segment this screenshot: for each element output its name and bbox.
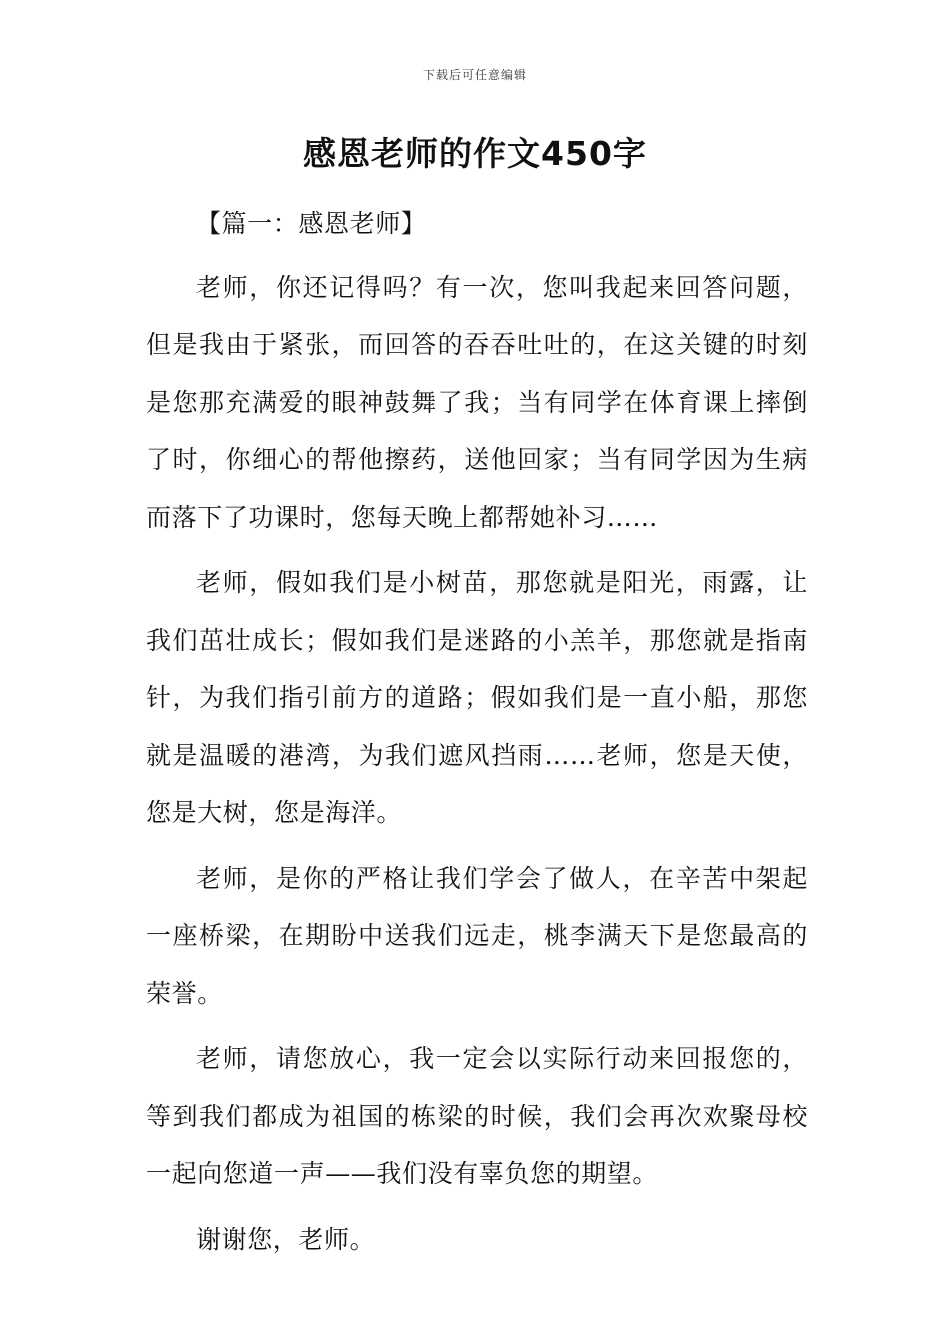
- paragraph-1: 老师，你还记得吗？有一次，您叫我起来回答问题，但是我由于紧张，而回答的吞吞吐吐的，在这关键的时刻是您那充满爱的眼神鼓舞了我；当有同学在体育课上摔倒了时，你细心的帮他擦药，送他回家；当有同学因为生病而落下了功课时，您每天晚上都帮她补习……: [146, 272, 808, 532]
- section-heading: 【篇一：感恩老师】: [196, 209, 427, 238]
- document-body: [146, 195, 808, 1276]
- document-title: 感恩老师的作文450字: [303, 134, 647, 173]
- paragraph-2: 老师，假如我们是小树苗，那您就是阳光，雨露，让我们茁壮成长；假如我们是迷路的小羔羊，那您就是指南针，为我们指引前方的道路；假如我们是一直小船，那您就是温暖的港湾，为我们遮风挡雨……老师，您是天使，您是大树，您是海洋。: [146, 568, 808, 827]
- paragraph-3: 老师，是你的严格让我们学会了做人，在辛苦中架起一座桥梁，在期盼中送我们远走，桃李满天下是您最高的荣誉。: [146, 863, 808, 1008]
- paragraph-5: 谢谢您，老师。: [196, 1224, 376, 1254]
- paragraph-4: 老师，请您放心，我一定会以实际行动来回报您的，等到我们都成为祖国的栋梁的时候，我们会再次欢聚母校一起向您道一声——我们没有辜负您的期望。: [146, 1044, 808, 1188]
- header-note: 下载后可任意编辑: [422, 68, 527, 82]
